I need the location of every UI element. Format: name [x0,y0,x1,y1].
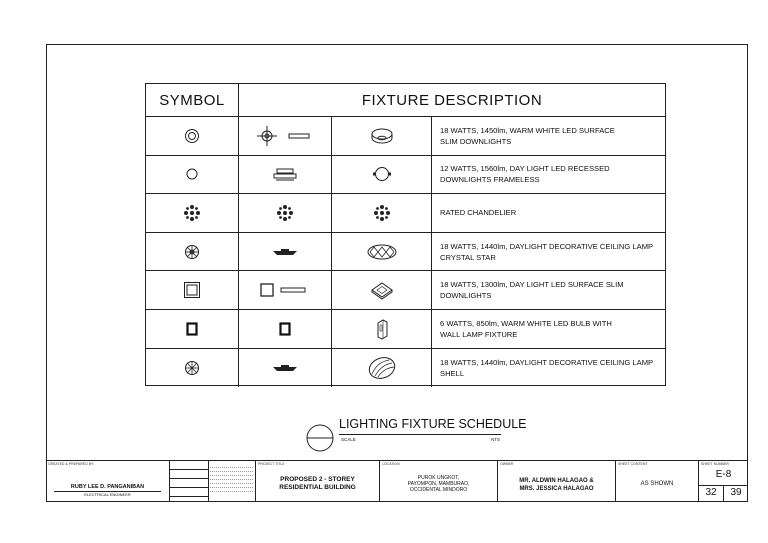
ceiling-lamp-side-icon [239,233,332,271]
sheet-code: E-8 [715,469,732,480]
title-block [46,460,748,502]
engineer-name: RUBY LEE D. PANGANIBAN [70,484,145,490]
project-title-cell [256,461,380,502]
fixture-description-cont: SLIM DOWNLIGHTS [440,136,512,146]
project-line1: PROPOSED 2 - STOREY [280,476,355,483]
prepared-label: CREATED & PREPARED BY: [48,462,95,466]
table-row [146,349,665,388]
prepared-by-cell [46,461,170,502]
fixture-description-cont: WALL LAMP FIXTURE [440,329,518,339]
double-ring-icon [146,117,239,155]
table-row [146,194,665,233]
license-table [170,461,209,502]
square-surface-light-3d-icon [332,271,432,309]
project-line2: RESIDENTIAL BUILDING [279,484,356,491]
crystal-star-lamp-icon [332,233,432,271]
table-row [146,310,665,349]
crosshair-circle-with-bar-icon [239,117,332,155]
schedule-title-block [305,417,535,453]
location-line1: PUROK UNGKOT, [417,475,460,481]
surface-downlight-3d-icon [332,117,432,155]
fixture-description: 18 WATTS, 1450lm, WARM WHITE LED SURFACE [440,125,615,135]
license-cell [170,461,256,502]
table-row [146,117,665,156]
sheet-number-cell [699,461,748,502]
circle-icon [146,156,239,194]
double-square-icon [146,271,239,309]
fixture-description-cont: DOWNLIGHTS [440,291,492,301]
fixture-description: RATED CHANDELIER [440,208,517,218]
sheet-label: SHEET NUMBER [701,462,729,466]
spoked-circle-icon [146,349,239,388]
title-underline [339,434,501,435]
owner-cell [498,461,616,502]
chandelier-icon [239,194,332,232]
table-body [146,117,665,385]
square-with-bar-icon [239,271,332,309]
frameless-downlight-icon [332,156,432,194]
fixture-table [145,83,666,386]
scale-label: SCALE [341,437,356,442]
recessed-downlight-side-icon [239,156,332,194]
fixture-description: 18 WATTS, 1440lm, DAYLIGHT DECORATIVE CEILING LAMP [440,241,654,251]
table-row [146,156,665,195]
location-line3: OCCIDENTAL MINDORO [409,487,468,493]
disclaimer-text [210,464,253,492]
table-row [146,271,665,310]
decorative-ring-icon [146,233,239,271]
location-line2: PAYOMPON, MAMBURAO, [407,481,470,487]
fixture-description: 12 WATTS, 1560lm, DAY LIGHT LED RECESSED [440,164,610,174]
location-label: LOCATION [382,462,400,466]
schedule-title: LIGHTING FIXTURE SCHEDULE [339,417,527,431]
owner-label: OWNER [500,462,514,466]
fixture-description: 18 WATTS, 1440lm, DAYLIGHT DECORATIVE CEILING LAMP [440,357,654,367]
sheet-total: 39 [730,487,742,498]
content-label: SHEET CONTENT [618,462,648,466]
ceiling-lamp-side-icon [239,349,332,388]
fixture-description-cont: CRYSTAL STAR [440,252,496,262]
thick-square-icon [239,310,332,348]
fixture-description-cont: SHELL [440,368,465,378]
section-marker-icon [305,423,335,453]
owner-line2: MRS. JESSICA HALAGAO [519,486,594,492]
shell-lamp-icon [332,349,432,388]
fixture-description: 18 WATTS, 1300lm, DAY LIGHT LED SURFACE SLIM [440,280,624,290]
project-label: PROJECT TITLE [258,462,285,466]
sheet-content-cell [616,461,699,502]
description-header: FIXTURE DESCRIPTION [239,84,665,117]
sheet-num: 32 [705,487,717,498]
location-cell [380,461,498,502]
wall-lamp-icon [332,310,432,348]
content-value: AS SHOWN [640,481,674,487]
chandelier-icon [146,194,239,232]
table-row [146,233,665,272]
fixture-description-cont: DOWNLIGHTS FRAMELESS [440,175,540,185]
owner-line1: MR. ALDWIN HALAGAO & [519,478,594,484]
thick-square-icon [146,310,239,348]
symbol-header: SYMBOL [146,84,239,117]
scale-value: NTS [491,437,500,442]
fixture-description: 6 WATTS, 850lm, WARM WHITE LED BULB WITH [440,318,612,328]
engineer-title: ELECTRICAL ENGINEER [84,492,131,497]
chandelier-icon [332,194,432,232]
